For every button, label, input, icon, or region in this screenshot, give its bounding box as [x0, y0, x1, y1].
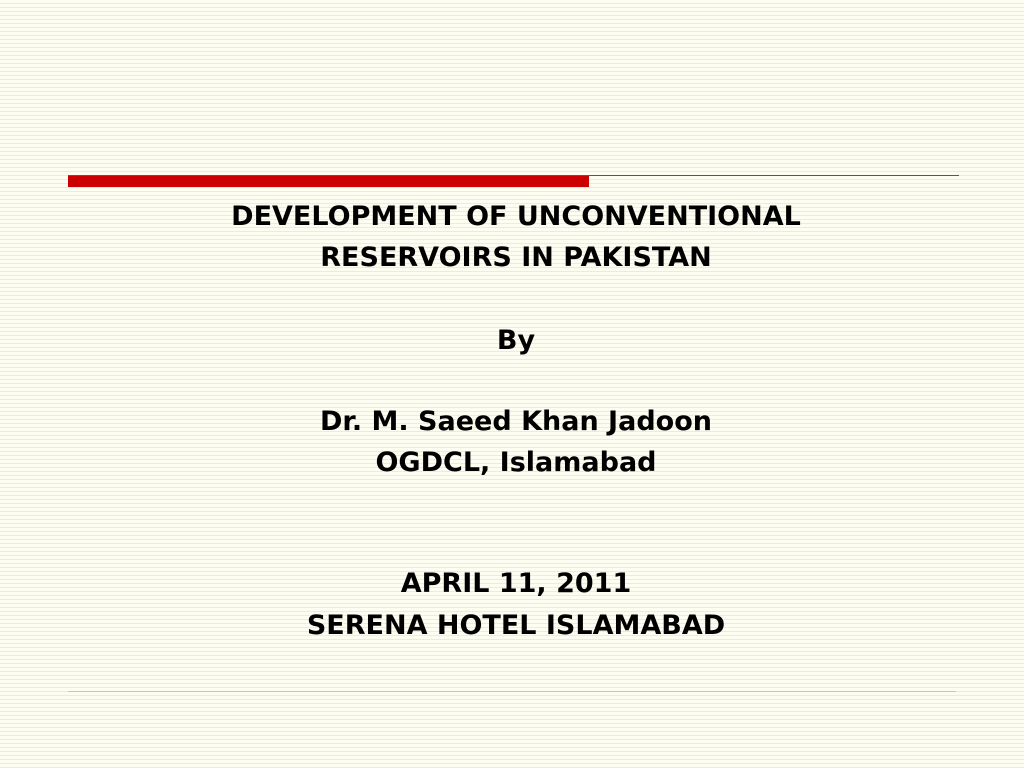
- title-line-2: RESERVOIRS IN PAKISTAN: [320, 242, 712, 273]
- affiliation: OGDCL, Islamabad: [375, 447, 657, 478]
- accent-bar: [68, 175, 589, 187]
- author-name: Dr. M. Saeed Khan Jadoon: [320, 406, 712, 437]
- event-date: APRIL 11, 2011: [400, 568, 632, 599]
- by-label: By: [496, 325, 536, 356]
- header-rule: [68, 175, 959, 176]
- footer-rule: [68, 691, 956, 692]
- title-line-1: DEVELOPMENT OF UNCONVENTIONAL: [231, 201, 801, 232]
- event-venue: SERENA HOTEL ISLAMABAD: [306, 610, 726, 641]
